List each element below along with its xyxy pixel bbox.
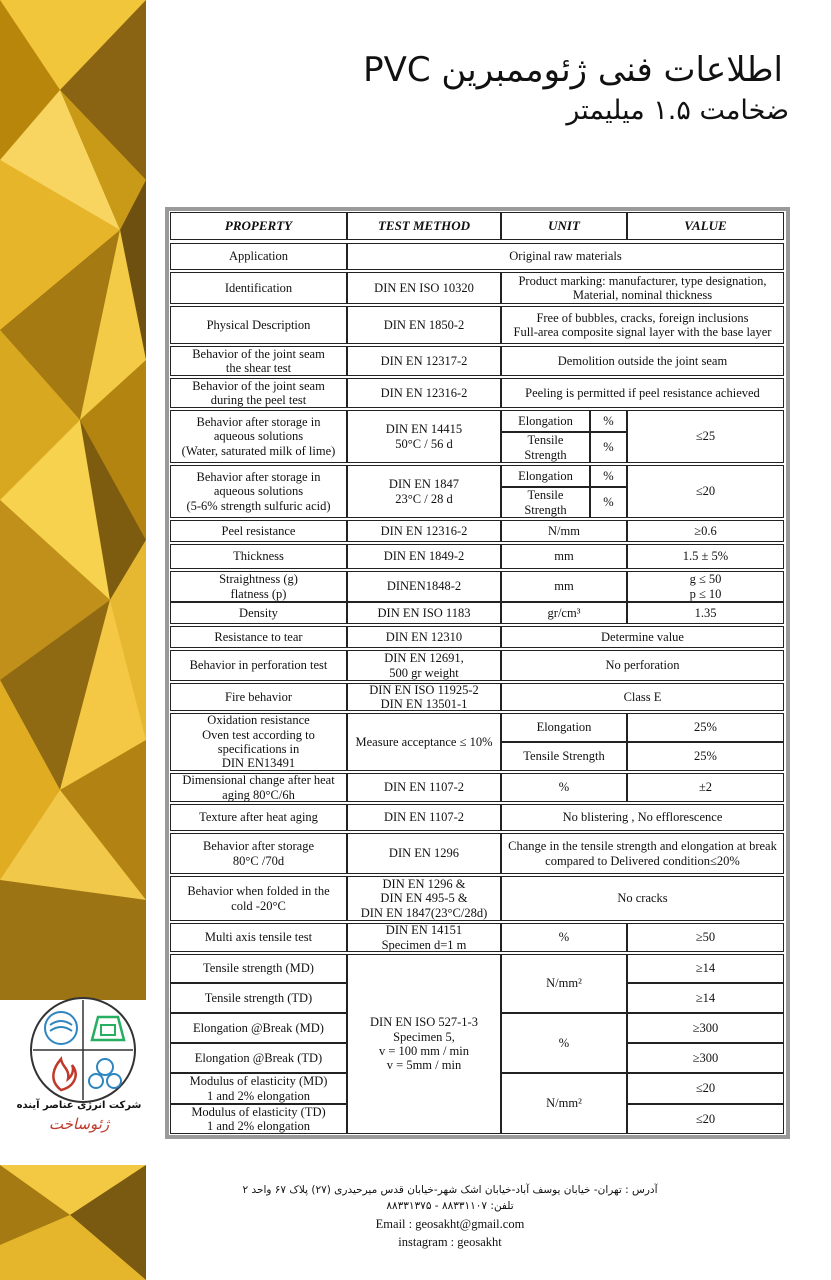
- row-value: ≥0.6: [627, 520, 784, 542]
- row-value: Determine value: [501, 626, 784, 648]
- company-logo: [28, 995, 138, 1105]
- row-sub-label: Tensile Strength: [501, 432, 590, 463]
- row-property: Straightness (g) flatness (p): [170, 571, 347, 602]
- row-property: Identification: [170, 272, 347, 304]
- row-sub-unit: %: [590, 432, 627, 463]
- company-name: شرکت انرژی عناصر آینده: [16, 1100, 142, 1111]
- row-unit: mm: [501, 571, 627, 602]
- row-value: ±2: [627, 773, 784, 802]
- row-value: Original raw materials: [347, 243, 784, 270]
- column-header-test-method: TEST METHOD: [347, 212, 501, 240]
- row-property: Behavior of the joint seam during the peel test: [170, 378, 347, 408]
- footer-phone: تلفن: ۸۸۳۳۱۱۰۷ - ۸۸۳۳۱۳۷۵: [386, 1199, 514, 1212]
- row-unit: gr/cm³: [501, 602, 627, 624]
- row-property: Behavior after storage 80°C /70d: [170, 833, 347, 874]
- row-property: Peel resistance: [170, 520, 347, 542]
- row-value: Free of bubbles, cracks, foreign inclusions Full-area composite signal layer with the base layer: [501, 306, 784, 344]
- column-header-unit: UNIT: [501, 212, 627, 240]
- row-property: Behavior of the joint seam the shear test: [170, 346, 347, 376]
- row-method: DIN EN 1107-2: [347, 773, 501, 802]
- row-value: ≥300: [627, 1013, 784, 1043]
- row-unit: %: [501, 1013, 627, 1073]
- row-property: Modulus of elasticity (MD) 1 and 2% elongation: [170, 1073, 347, 1104]
- row-unit: mm: [501, 544, 627, 569]
- footer-email: Email : geosakht@gmail.com: [375, 1216, 525, 1231]
- row-method: DINEN1848-2: [347, 571, 501, 602]
- row-sub-label: Tensile Strength: [501, 742, 627, 771]
- row-method: DIN EN 1296: [347, 833, 501, 874]
- row-property: Behavior when folded in the cold -20°C: [170, 876, 347, 921]
- row-property: Application: [170, 243, 347, 270]
- specification-table: [165, 207, 790, 1139]
- row-value: 1.35: [627, 602, 784, 624]
- row-sub-label: Tensile Strength: [501, 487, 590, 518]
- brand-name: ژئوساخت: [48, 1115, 110, 1133]
- row-value: ≥14: [627, 983, 784, 1013]
- row-value: Product marking: manufacturer, type designation, Material, nominal thickness: [501, 272, 784, 304]
- column-header-property: PROPERTY: [170, 212, 347, 240]
- row-property: Texture after heat aging: [170, 804, 347, 831]
- row-value: Class E: [501, 683, 784, 711]
- row-value: g ≤ 50 p ≤ 10: [627, 571, 784, 602]
- row-property: Modulus of elasticity (TD) 1 and 2% elongation: [170, 1104, 347, 1134]
- row-method-group: DIN EN ISO 527-1-3 Specimen 5, v = 100 mm / min v = 5mm / min: [347, 954, 501, 1134]
- row-property: Multi axis tensile test: [170, 923, 347, 952]
- row-value: 25%: [627, 742, 784, 771]
- gold-polygon-decoration-bottom: [0, 1165, 146, 1280]
- row-property: Dimensional change after heat aging 80°C/6h: [170, 773, 347, 802]
- row-property: Oxidation resistance Oven test according to specifications in DIN EN13491: [170, 713, 347, 771]
- row-unit: N/mm: [501, 520, 627, 542]
- row-value: Change in the tensile strength and elongation at break compared to Delivered condition≤20%: [501, 833, 784, 874]
- row-method: DIN EN 14415 50°C / 56 d: [347, 410, 501, 463]
- row-property: Tensile strength (TD): [170, 983, 347, 1013]
- row-value: ≥14: [627, 954, 784, 983]
- row-property: Behavior after storage in aqueous solutions (5-6% strength sulfuric acid): [170, 465, 347, 518]
- gold-polygon-decoration: [0, 0, 146, 1000]
- row-method: DIN EN 12316-2: [347, 378, 501, 408]
- row-value: Peeling is permitted if peel resistance achieved: [501, 378, 784, 408]
- contact-footer: [200, 1183, 700, 1252]
- row-method: DIN EN 12310: [347, 626, 501, 648]
- row-value: ≤20: [627, 1073, 784, 1104]
- row-value: 1.5 ± 5%: [627, 544, 784, 569]
- logo-caption: [14, 1100, 144, 1133]
- row-method: Measure acceptance ≤ 10%: [347, 713, 501, 771]
- row-method: DIN EN ISO 10320: [347, 272, 501, 304]
- row-sub-label: Elongation: [501, 410, 590, 432]
- row-property: Physical Description: [170, 306, 347, 344]
- row-value: ≤20: [627, 1104, 784, 1134]
- row-unit: %: [501, 773, 627, 802]
- page-subtitle: ضخامت ۱.۵ میلیمتر: [566, 95, 789, 126]
- row-value: No cracks: [501, 876, 784, 921]
- row-value: 25%: [627, 713, 784, 742]
- row-value: No blistering , No efflorescence: [501, 804, 784, 831]
- row-property: Behavior in perforation test: [170, 650, 347, 681]
- row-sub-unit: %: [590, 465, 627, 487]
- row-sub-label: Elongation: [501, 713, 627, 742]
- footer-instagram: instagram : geosakht: [398, 1235, 502, 1250]
- row-unit: N/mm²: [501, 954, 627, 1013]
- row-sub-unit: %: [590, 410, 627, 432]
- row-value: Demolition outside the joint seam: [501, 346, 784, 376]
- row-property: Elongation @Break (MD): [170, 1013, 347, 1043]
- row-property: Thickness: [170, 544, 347, 569]
- row-value: ≥300: [627, 1043, 784, 1073]
- row-method: DIN EN 1847 23°C / 28 d: [347, 465, 501, 518]
- row-value: No perforation: [501, 650, 784, 681]
- row-method: DIN EN 12691, 500 gr weight: [347, 650, 501, 681]
- row-method: DIN EN 12317-2: [347, 346, 501, 376]
- row-method: DIN EN 1849-2: [347, 544, 501, 569]
- row-method: DIN EN 12316-2: [347, 520, 501, 542]
- row-property: Elongation @Break (TD): [170, 1043, 347, 1073]
- row-method: DIN EN 14151 Specimen d=1 m: [347, 923, 501, 952]
- row-property: Density: [170, 602, 347, 624]
- row-method: DIN EN ISO 1183: [347, 602, 501, 624]
- row-value: ≥50: [627, 923, 784, 952]
- footer-address: آدرس : تهران- خیابان یوسف آباد-خیابان اشک شهر-خیابان قدس میرحیدری (۲۷) پلاک ۶۷ واحد ۲: [242, 1184, 658, 1196]
- column-header-value: VALUE: [627, 212, 784, 240]
- row-property: Tensile strength (MD): [170, 954, 347, 983]
- row-property: Resistance to tear: [170, 626, 347, 648]
- row-unit: N/mm²: [501, 1073, 627, 1134]
- row-method: DIN EN ISO 11925-2 DIN EN 13501-1: [347, 683, 501, 711]
- row-value: ≤25: [627, 410, 784, 463]
- row-sub-unit: %: [590, 487, 627, 518]
- row-sub-label: Elongation: [501, 465, 590, 487]
- row-property: Behavior after storage in aqueous solutions (Water, saturated milk of lime): [170, 410, 347, 463]
- row-unit: %: [501, 923, 627, 952]
- row-method: DIN EN 1850-2: [347, 306, 501, 344]
- row-property: Fire behavior: [170, 683, 347, 711]
- row-method: DIN EN 1107-2: [347, 804, 501, 831]
- page-title: اطلاعات فنی ژئوممبرین PVC: [363, 50, 783, 90]
- row-value: ≤20: [627, 465, 784, 518]
- row-method: DIN EN 1296 & DIN EN 495-5 & DIN EN 1847(23°C/28d): [347, 876, 501, 921]
